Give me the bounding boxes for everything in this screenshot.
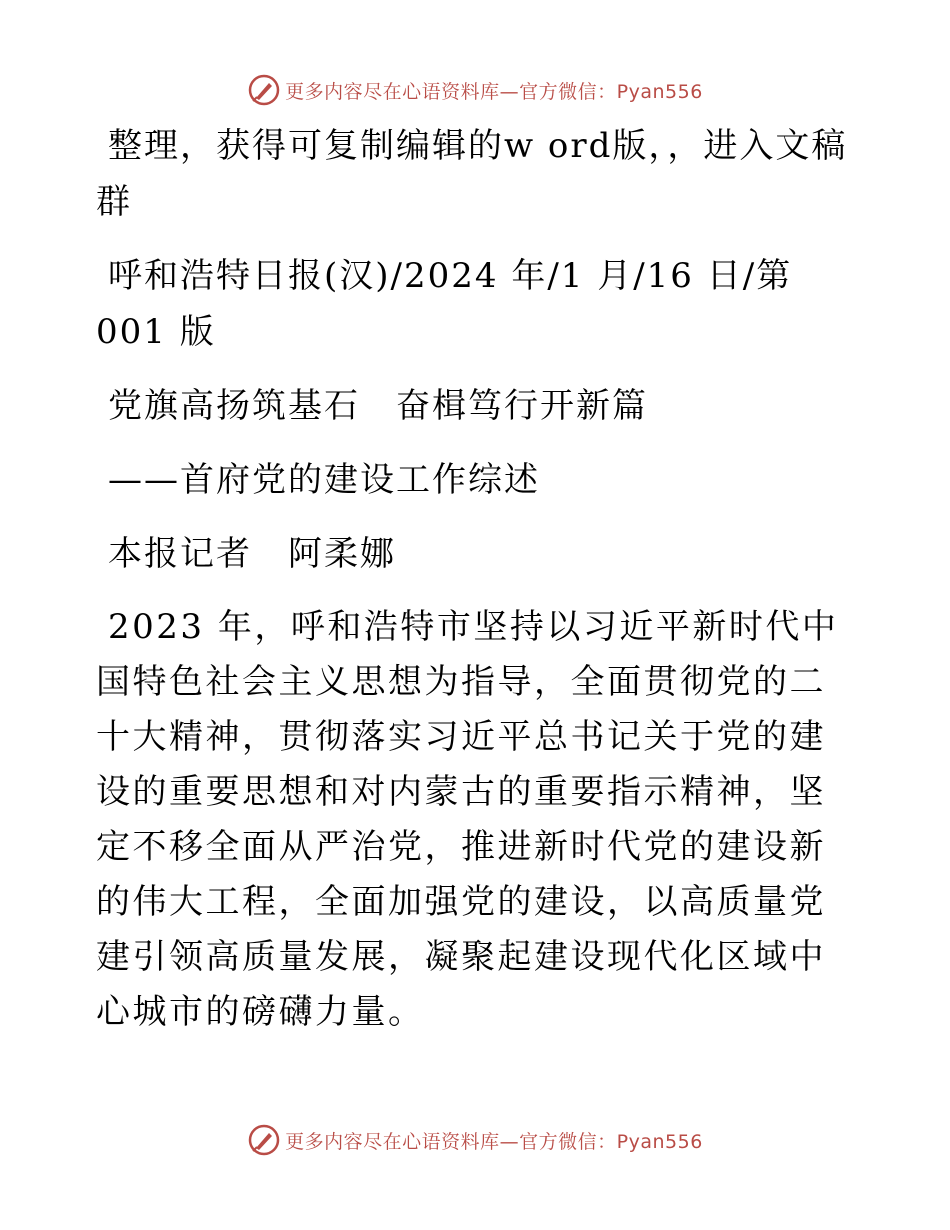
intro-line: 整理，获得可复制编辑的w ord版，，进入文稿群 <box>96 126 848 222</box>
pen-nib-circle-icon <box>247 73 281 107</box>
article-subtitle: ——首府党的建设工作综述 <box>108 460 540 500</box>
byline: 本报记者 阿柔娜 <box>108 534 396 574</box>
document-body <box>96 118 856 1040</box>
watermark-text: 更多内容尽在心语资料库—官方微信：Pyan556 <box>285 80 703 103</box>
watermark-footer <box>0 1120 950 1160</box>
watermark-header <box>0 70 950 110</box>
source-line: 呼和浩特日报(汉)/2024 年/1 月/16 日/第 001 版 <box>96 256 793 352</box>
article-title: 党旗高扬筑基石 奋楫笃行开新篇 <box>108 386 648 426</box>
pen-nib-circle-icon <box>247 1123 281 1157</box>
watermark-text: 更多内容尽在心语资料库—官方微信：Pyan556 <box>285 1130 703 1153</box>
body-paragraph: 2023 年，呼和浩特市坚持以习近平新时代中国特色社会主义思想为指导，全面贯彻党的二十大精神，贯彻落实习近平总书记关于党的建设的重要思想和对内蒙古的重要指示精神，坚定不移全面从严治党，推进新时代党的建设新的伟大工程，全面加强党的建设，以高质量党建引领高质量发展，凝聚起建设现代化区域中心城市的磅礴力量。 <box>96 607 839 1032</box>
